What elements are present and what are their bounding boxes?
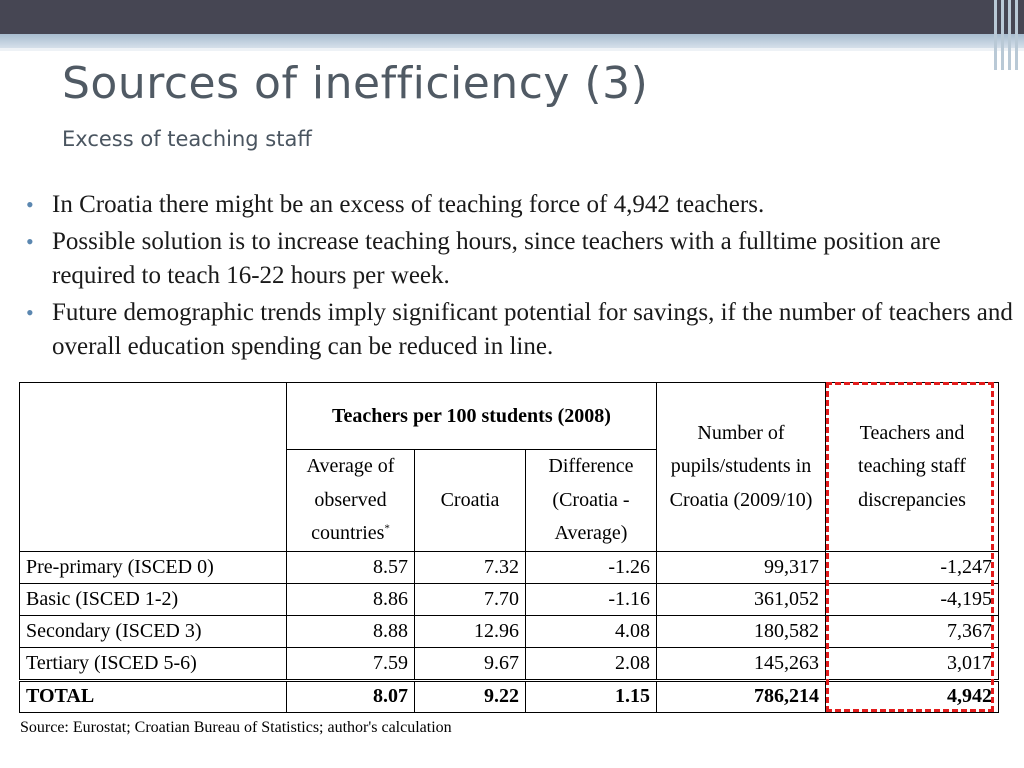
bullet-item: • In Croatia there might be an excess of teaching force of 4,942 teachers. — [26, 188, 1016, 222]
cell-average: 8.88 — [287, 615, 415, 647]
total-pupils: 786,214 — [657, 680, 826, 712]
cell-discrepancy: -1,247 — [826, 551, 999, 583]
row-label: Secondary (ISCED 3) — [20, 615, 287, 647]
row-label: Basic (ISCED 1-2) — [20, 583, 287, 615]
col-header-average — [287, 450, 415, 552]
col-header-discrepancy: Teachers and teaching staff discrepancies — [826, 383, 999, 552]
cell-croatia: 12.96 — [415, 615, 526, 647]
cell-discrepancy: 3,017 — [826, 647, 999, 680]
cell-pupils: 99,317 — [657, 551, 826, 583]
cell-pupils: 180,582 — [657, 615, 826, 647]
total-discrepancy: 4,942 — [826, 680, 999, 712]
cell-croatia: 9.67 — [415, 647, 526, 680]
source-note: Source: Eurostat; Croatian Bureau of Statistics; author's calculation — [20, 719, 452, 736]
header-accent-band — [0, 34, 1024, 48]
footnote-marker: * — [384, 522, 390, 535]
cell-difference: 2.08 — [526, 647, 657, 680]
cell-discrepancy: 7,367 — [826, 615, 999, 647]
cell-croatia: 7.32 — [415, 551, 526, 583]
slide-subtitle: Excess of teaching staff — [62, 127, 312, 151]
cell-croatia: 7.70 — [415, 583, 526, 615]
table-corner-cell — [20, 383, 287, 552]
bullet-list — [26, 188, 1016, 367]
col-header-croatia: Croatia — [415, 450, 526, 552]
header-accent-line — [0, 48, 1024, 51]
cell-average: 7.59 — [287, 647, 415, 680]
col-header-difference: Difference (Croatia - Average) — [526, 450, 657, 552]
cell-average: 8.86 — [287, 583, 415, 615]
slide-title: Sources of inefficiency (3) — [62, 58, 649, 109]
cell-average: 8.57 — [287, 551, 415, 583]
total-label: TOTAL — [20, 680, 287, 712]
bullet-item: • Possible solution is to increase teaching hours, since teachers with a fulltime position are required to teach 16-22 hours per week. — [26, 225, 1016, 293]
highlight-box — [826, 382, 994, 712]
total-average: 8.07 — [287, 680, 415, 712]
cell-difference: 4.08 — [526, 615, 657, 647]
group-header: Teachers per 100 students (2008) — [287, 383, 657, 450]
cell-pupils: 145,263 — [657, 647, 826, 680]
header-bar — [0, 0, 1024, 34]
cell-difference: -1.26 — [526, 551, 657, 583]
cell-discrepancy: -4,195 — [826, 583, 999, 615]
total-difference: 1.15 — [526, 680, 657, 712]
bullet-item: • Future demographic trends imply significant potential for savings, if the number of teachers and overall education spending can be reduced in line. — [26, 296, 1016, 364]
col-header-average-text: Average of observed countries — [306, 455, 395, 544]
row-label: Pre-primary (ISCED 0) — [20, 551, 287, 583]
row-label: Tertiary (ISCED 5-6) — [20, 647, 287, 680]
cell-difference: -1.16 — [526, 583, 657, 615]
cell-pupils: 361,052 — [657, 583, 826, 615]
corner-stripes-decoration — [990, 0, 1024, 70]
col-header-pupils: Number of pupils/students in Croatia (2009/10) — [657, 383, 826, 552]
total-croatia: 9.22 — [415, 680, 526, 712]
